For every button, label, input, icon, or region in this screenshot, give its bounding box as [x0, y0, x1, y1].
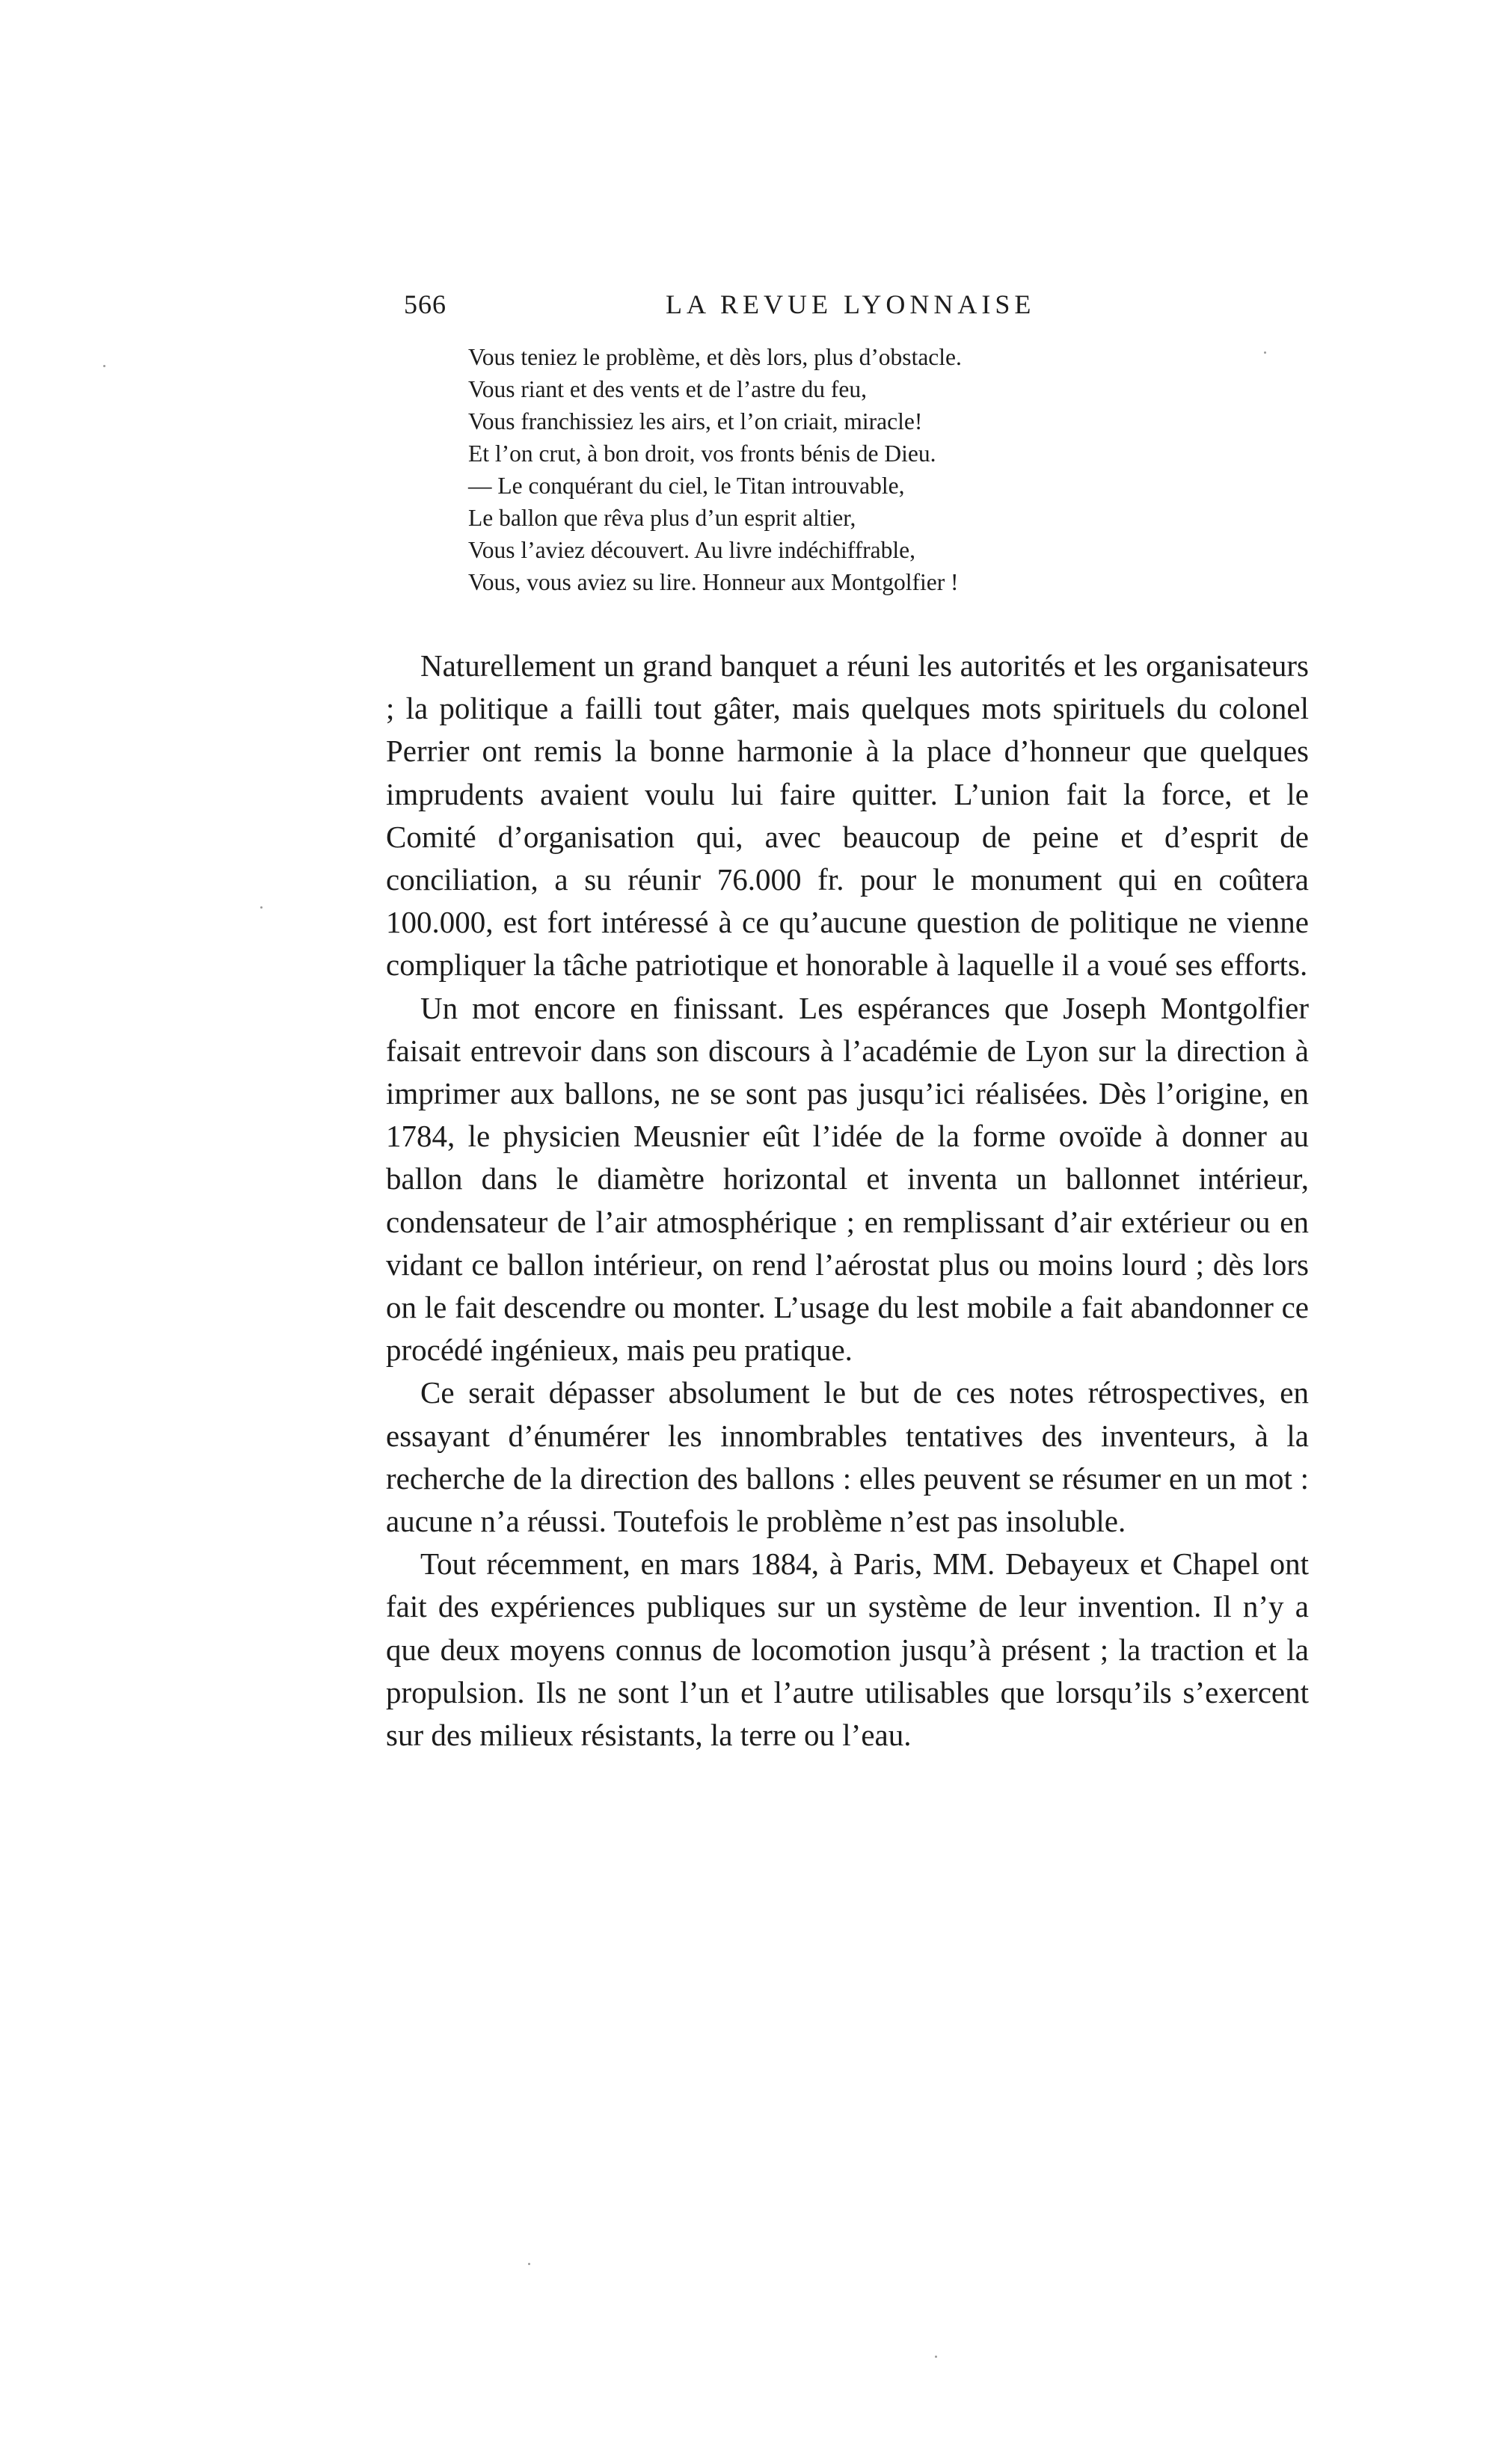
print-speck	[103, 365, 105, 367]
poem-line: Vous teniez le problème, et dès lors, plus d’obstacle.	[468, 344, 962, 370]
poem-line: Vous riant et des vents et de l’astre du feu,	[468, 376, 868, 402]
print-speck	[935, 2356, 937, 2358]
poem-line: Vous l’aviez découvert. Au livre indéchiffrable,	[468, 537, 916, 563]
poem-line: Vous, vous aviez su lire. Honneur aux Montgolfier !	[468, 569, 959, 595]
running-header	[404, 289, 1316, 334]
poem-excerpt	[468, 341, 1291, 598]
print-speck	[1264, 351, 1266, 354]
print-speck	[260, 906, 263, 909]
poem-line: Et l’on crut, à bon droit, vos fronts bénis de Dieu.	[468, 440, 936, 467]
print-speck	[528, 2263, 530, 2265]
running-title: LA REVUE LYONNAISE	[666, 289, 1036, 319]
paragraph: Naturellement un grand banquet a réuni les autorités et les organisateurs ; la politique a failli tout gâter, mais quelques mots spirituels du colonel Perrier ont remis la bonne harmonie à la place d’honneur que quelques imprudents avaient voulu lui faire quitter. L’union fait la force, et le Comité d’organisation qui, avec beaucoup de peine et d’esprit de conciliation, a su réunir 76.000 fr. pour le monument qui en coûtera 100.000, est fort intéressé à ce qu’aucune question de politique ne vienne compliquer la tâche patriotique et honorable à laquelle il a voué ses efforts.	[386, 648, 1309, 983]
body-text	[386, 645, 1309, 1757]
page-number: 566	[404, 289, 446, 319]
paragraph: Ce serait dépasser absolument le but de ces notes rétrospectives, en essayant d’énumérer les innombrables tentatives des inventeurs, à la recherche de la direction des ballons : elles peuvent se résumer en un mot : aucune n’a réussi. Toutefois le problème n’est pas insoluble.	[386, 1375, 1309, 1539]
paragraph: Tout récemment, en mars 1884, à Paris, MM. Debayeux et Chapel ont fait des expériences publiques sur un système de leur invention. Il n’y a que deux moyens connus de locomotion jusqu’à présent ; la traction et la propulsion. Ils ne sont l’un et l’autre utilisables que lorsqu’ils s’exercent sur des milieux résistants, la terre ou l’eau.	[386, 1546, 1309, 1753]
paragraph: Un mot encore en finissant. Les espérances que Joseph Montgolfier faisait entrevoir dans son discours à l’académie de Lyon sur la direction à imprimer aux ballons, ne se sont pas jusqu’ici réalisées. Dès l’origine, en 1784, le physicien Meusnier eût l’idée de la forme ovoïde à donner au ballon dans le diamètre horizontal et inventa un ballonnet intérieur, condensateur de l’air atmosphérique ; en remplissant d’air extérieur ou en vidant ce ballon intérieur, on rend l’aérostat plus ou moins lourd ; dès lors on le fait descendre ou monter. L’usage du lest mobile a fait abandonner ce procédé ingénieux, mais peu pratique.	[386, 990, 1309, 1368]
poem-line: Vous franchissiez les airs, et l’on criait, miracle!	[468, 408, 923, 434]
poem-line: Le ballon que rêva plus d’un esprit altier,	[468, 505, 856, 531]
poem-line: — Le conquérant du ciel, le Titan introuvable,	[468, 473, 905, 499]
